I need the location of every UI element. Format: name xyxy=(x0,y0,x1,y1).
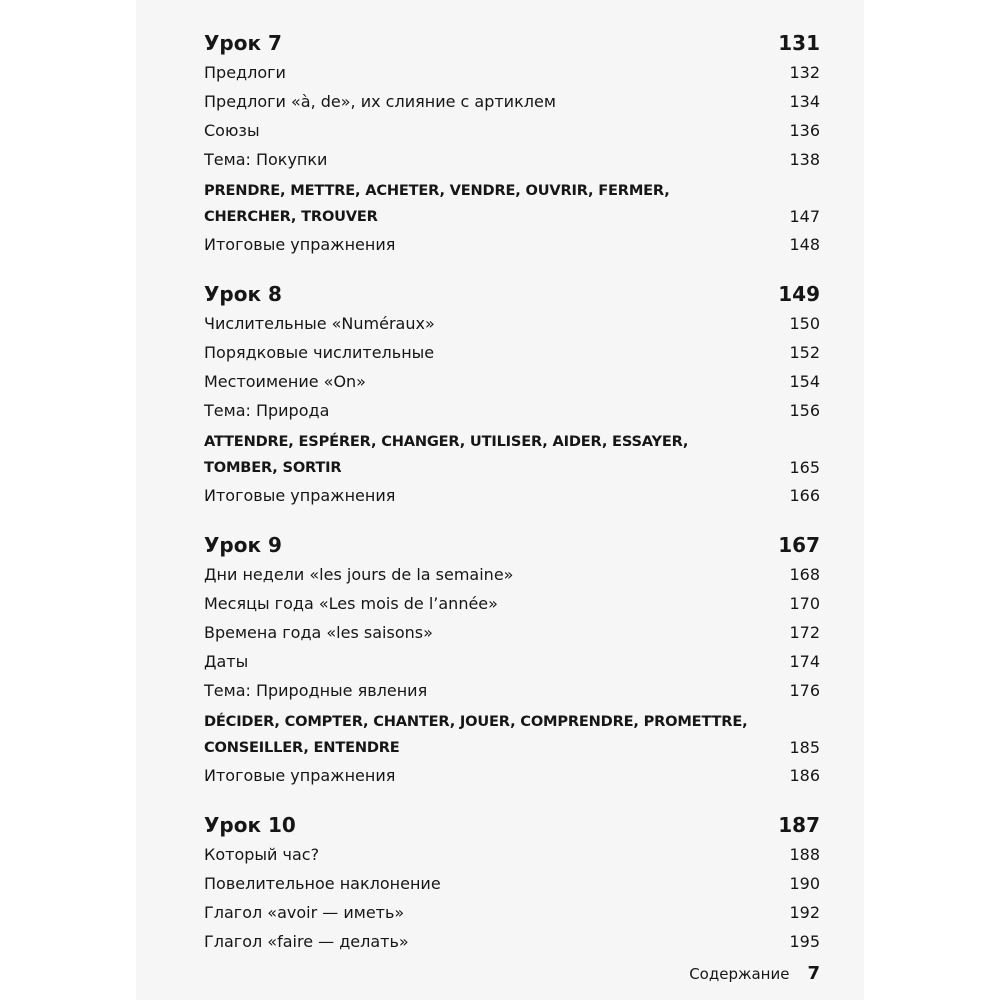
entry-page-number: 186 xyxy=(789,766,820,785)
entry-page-number: 174 xyxy=(789,652,820,671)
lesson-9-section xyxy=(204,530,820,790)
page-footer xyxy=(689,962,820,986)
lesson-title: Урок 8 xyxy=(204,282,282,306)
entry-page-number: 148 xyxy=(789,235,820,254)
toc-entry-verbs xyxy=(204,425,820,481)
toc-entry xyxy=(204,309,820,338)
entry-title: Порядковые числительные xyxy=(204,343,435,362)
lesson-heading xyxy=(204,28,820,58)
entry-title: Глагол «faire — делать» xyxy=(204,932,409,951)
table-of-contents xyxy=(204,28,820,976)
entry-page-number: 156 xyxy=(789,401,820,420)
toc-entry xyxy=(204,589,820,618)
lesson-7-section xyxy=(204,28,820,259)
lesson-page-number: 167 xyxy=(778,533,820,557)
footer-section-label: Содержание xyxy=(689,965,790,983)
entry-title: ATTENDRE, ESPÉRER, CHANGER, UTILISER, AIDER, ESSAYER, TOMBER, SORTIR xyxy=(204,433,689,476)
lesson-8-section xyxy=(204,279,820,510)
entry-page-number: 195 xyxy=(789,932,820,951)
toc-entry xyxy=(204,396,820,425)
entry-page-number: 170 xyxy=(789,594,820,613)
toc-entry xyxy=(204,761,820,790)
entry-title: Глагол «avoir — иметь» xyxy=(204,903,405,922)
entry-title: Повелительное наклонение xyxy=(204,874,441,893)
entry-title: Предлоги «à, de», их слияние с артиклем xyxy=(204,92,556,111)
entry-title: DÉCIDER, COMPTER, CHANTER, JOUER, COMPRENDRE, PROMETTRE, CONSEILLER, ENTENDRE xyxy=(204,713,748,756)
toc-entry xyxy=(204,145,820,174)
toc-entry xyxy=(204,927,820,956)
entry-title: Тема: Природные явления xyxy=(204,681,428,700)
lesson-heading xyxy=(204,810,820,840)
lesson-title: Урок 10 xyxy=(204,813,296,837)
lesson-title: Урок 7 xyxy=(204,31,282,55)
entry-page-number: 152 xyxy=(789,343,820,362)
entry-title: Местоимение «On» xyxy=(204,372,366,391)
toc-entry xyxy=(204,230,820,259)
toc-entry xyxy=(204,840,820,869)
footer-page-number: 7 xyxy=(807,963,820,984)
lesson-heading xyxy=(204,279,820,309)
toc-entry xyxy=(204,618,820,647)
entry-title: Тема: Природа xyxy=(204,401,330,420)
entry-page-number: 185 xyxy=(789,738,820,757)
toc-entry xyxy=(204,560,820,589)
entry-page-number: 172 xyxy=(789,623,820,642)
entry-page-number: 190 xyxy=(789,874,820,893)
toc-entry xyxy=(204,58,820,87)
entry-page-number: 147 xyxy=(789,207,820,226)
entry-title: PRENDRE, METTRE, ACHETER, VENDRE, OUVRIR, FERMER, CHERCHER, TROUVER xyxy=(204,182,670,225)
entry-page-number: 176 xyxy=(789,681,820,700)
lesson-page-number: 187 xyxy=(778,813,820,837)
toc-entry xyxy=(204,647,820,676)
toc-entry xyxy=(204,87,820,116)
lesson-page-number: 131 xyxy=(778,31,820,55)
lesson-heading xyxy=(204,530,820,560)
entry-page-number: 154 xyxy=(789,372,820,391)
entry-title: Времена года «les saisons» xyxy=(204,623,433,642)
toc-entry xyxy=(204,898,820,927)
toc-entry xyxy=(204,367,820,396)
toc-entry-verbs xyxy=(204,174,820,230)
lesson-10-section xyxy=(204,810,820,956)
entry-page-number: 150 xyxy=(789,314,820,333)
toc-entry-verbs xyxy=(204,705,820,761)
entry-page-number: 165 xyxy=(789,458,820,477)
entry-page-number: 136 xyxy=(789,121,820,140)
entry-title: Дни недели «les jours de la semaine» xyxy=(204,565,514,584)
entry-title: Итоговые упражнения xyxy=(204,486,396,505)
entry-title: Союзы xyxy=(204,121,260,140)
entry-title: Который час? xyxy=(204,845,320,864)
entry-page-number: 168 xyxy=(789,565,820,584)
toc-entry xyxy=(204,116,820,145)
entry-title: Тема: Покупки xyxy=(204,150,328,169)
entry-title: Месяцы года «Les mois de l’année» xyxy=(204,594,498,613)
entry-title: Предлоги xyxy=(204,63,286,82)
toc-entry xyxy=(204,338,820,367)
entry-title: Итоговые упражнения xyxy=(204,235,396,254)
toc-entry xyxy=(204,869,820,898)
lesson-page-number: 149 xyxy=(778,282,820,306)
entry-page-number: 192 xyxy=(789,903,820,922)
entry-title: Числительные «Numéraux» xyxy=(204,314,435,333)
entry-page-number: 138 xyxy=(789,150,820,169)
book-page xyxy=(136,0,864,1000)
entry-page-number: 132 xyxy=(789,63,820,82)
entry-page-number: 166 xyxy=(789,486,820,505)
entry-page-number: 188 xyxy=(789,845,820,864)
entry-title: Даты xyxy=(204,652,249,671)
entry-title: Итоговые упражнения xyxy=(204,766,396,785)
toc-entry xyxy=(204,676,820,705)
entry-page-number: 134 xyxy=(789,92,820,111)
toc-entry xyxy=(204,481,820,510)
lesson-title: Урок 9 xyxy=(204,533,282,557)
